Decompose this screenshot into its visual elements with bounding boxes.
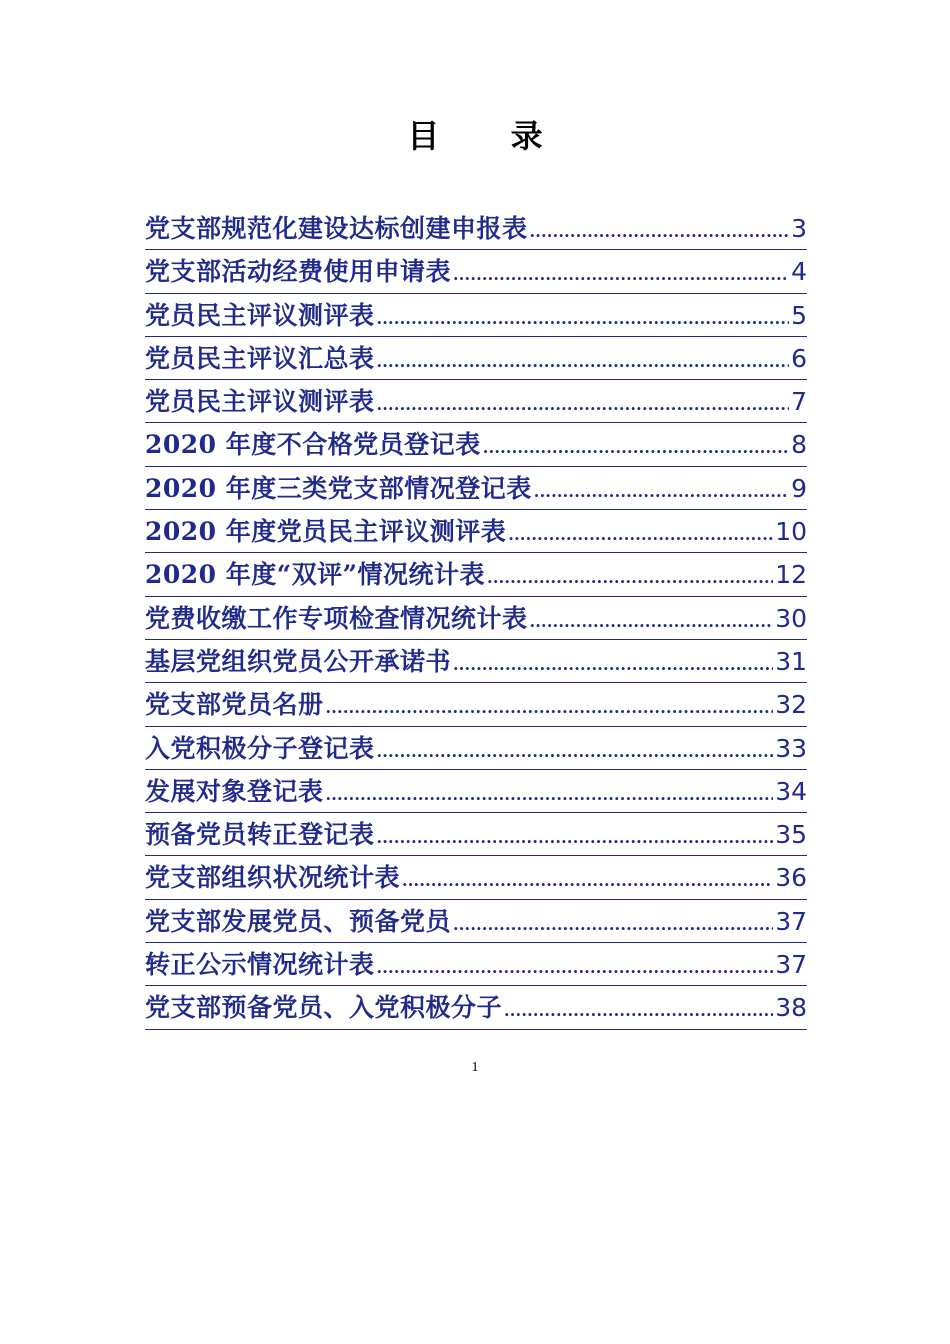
toc-entry-title: 党支部党员名册	[145, 690, 324, 720]
toc-entry[interactable]	[145, 250, 807, 293]
toc-entry-page: 32	[775, 690, 807, 720]
toc-entry[interactable]	[145, 813, 807, 856]
toc-entry-page: 10	[775, 517, 807, 547]
toc-entry-leader	[483, 426, 789, 469]
toc-list	[145, 207, 807, 1030]
toc-entry-title: 党支部预备党员、入党积极分子	[145, 993, 503, 1023]
toc-entry[interactable]	[145, 900, 807, 943]
toc-entry-title: 基层党组织党员公开承诺书	[145, 646, 452, 676]
toc-entry-title: 预备党员转正登记表	[145, 820, 375, 850]
toc-entry-page: 33	[775, 733, 807, 763]
toc-entry-leader	[453, 253, 789, 296]
toc-entry-page: 37	[775, 906, 807, 936]
toc-entry-leader	[402, 859, 773, 902]
toc-entry-leader	[453, 903, 773, 946]
toc-entry-page: 38	[775, 993, 807, 1023]
toc-entry-page: 7	[791, 387, 807, 417]
toc-entry-title: 2020 年度“双评”情况统计表	[145, 560, 486, 590]
toc-entry-title: 党员民主评议测评表	[145, 300, 375, 330]
toc-entry[interactable]	[145, 510, 807, 553]
toc-entry[interactable]	[145, 986, 807, 1029]
toc-entry-leader	[326, 773, 774, 816]
toc-entry-page: 35	[775, 820, 807, 850]
toc-entry-leader	[487, 556, 773, 599]
toc-entry-page: 31	[775, 646, 807, 676]
toc-entry-title: 转正公示情况统计表	[145, 950, 375, 980]
toc-entry-title: 发展对象登记表	[145, 776, 324, 806]
toc-entry-title: 党费收缴工作专项检查情况统计表	[145, 603, 528, 633]
toc-entry[interactable]	[145, 423, 807, 466]
toc-entry-leader	[508, 513, 773, 556]
toc-entry-title: 党员民主评议汇总表	[145, 343, 375, 373]
toc-entry-leader	[377, 730, 774, 773]
toc-entry[interactable]	[145, 770, 807, 813]
toc-entry[interactable]	[145, 856, 807, 899]
toc-entry[interactable]	[145, 294, 807, 337]
toc-entry-leader	[377, 946, 774, 989]
toc-entry[interactable]	[145, 597, 807, 640]
toc-entry-leader	[377, 297, 790, 340]
toc-entry[interactable]	[145, 380, 807, 423]
toc-entry-title: 党员民主评议测评表	[145, 387, 375, 417]
toc-entry-title: 党支部组织状况统计表	[145, 863, 401, 893]
toc-entry-leader	[453, 643, 773, 686]
toc-entry-page: 30	[775, 603, 807, 633]
toc-entry-leader	[326, 686, 774, 729]
toc-entry[interactable]	[145, 640, 807, 683]
toc-entry-title: 党支部规范化建设达标创建申报表	[145, 214, 528, 243]
toc-entry[interactable]	[145, 727, 807, 770]
toc-entry[interactable]	[145, 553, 807, 596]
toc-entry[interactable]	[145, 683, 807, 726]
toc-entry-page: 6	[791, 343, 807, 373]
toc-entry-leader	[377, 816, 774, 859]
toc-entry-page: 36	[775, 863, 807, 893]
toc-entry-title: 2020 年度党员民主评议测评表	[145, 517, 507, 547]
toc-entry-leader	[377, 383, 790, 426]
toc-entry[interactable]	[145, 337, 807, 380]
toc-entry-leader	[377, 340, 790, 383]
toc-entry[interactable]	[145, 943, 807, 986]
toc-entry-title: 党支部发展党员、预备党员	[145, 906, 452, 936]
toc-entry[interactable]	[145, 207, 807, 250]
page-number: 1	[471, 1060, 479, 1075]
toc-entry-page: 3	[791, 214, 807, 243]
toc-entry-page: 5	[791, 300, 807, 330]
toc-entry-title: 党支部活动经费使用申请表	[145, 257, 452, 287]
toc-entry-page: 9	[791, 473, 807, 503]
toc-entry-leader	[530, 600, 774, 643]
toc-entry-page: 4	[791, 257, 807, 287]
toc-entry-title: 入党积极分子登记表	[145, 733, 375, 763]
toc-entry-page: 34	[775, 776, 807, 806]
toc-entry-title: 2020 年度三类党支部情况登记表	[145, 473, 532, 503]
toc-entry-leader	[530, 210, 790, 253]
toc-title: 目 录	[407, 117, 573, 155]
toc-entry-title: 2020 年度不合格党员登记表	[145, 430, 481, 460]
toc-entry-page: 37	[775, 950, 807, 980]
toc-entry-page: 12	[775, 560, 807, 590]
toc-entry-page: 8	[791, 430, 807, 460]
toc-entry-leader	[504, 989, 773, 1032]
toc-entry-leader	[534, 470, 789, 513]
toc-entry[interactable]	[145, 467, 807, 510]
